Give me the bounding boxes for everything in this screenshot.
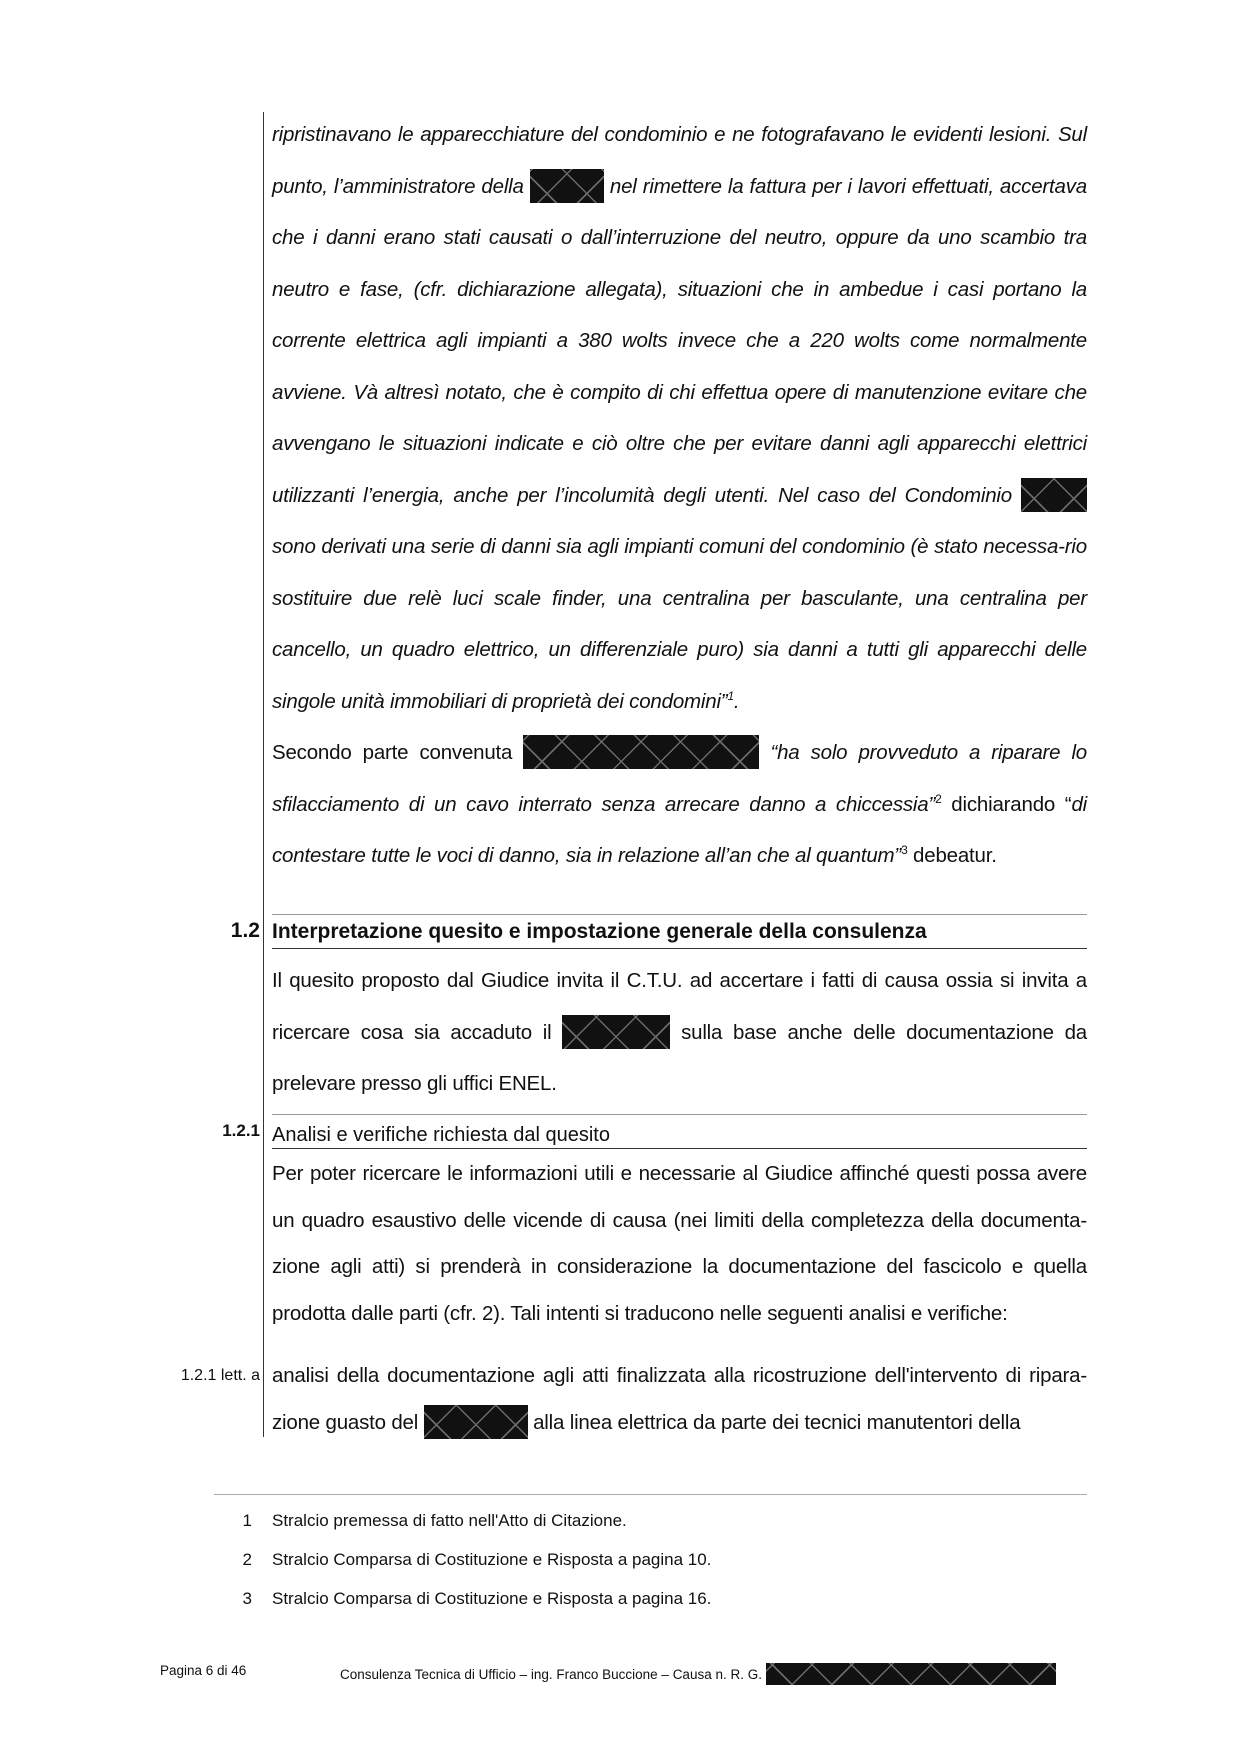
footer-title: Consulenza Tecnica di Ufficio – ing. Franco Buccione – Causa n. R. G.	[340, 1663, 1056, 1685]
footnotes	[214, 1494, 1087, 1618]
section-number: 1.2.1	[222, 1121, 260, 1140]
redacted-name	[1021, 478, 1087, 512]
redacted-case-number	[766, 1663, 1056, 1685]
redacted-name	[530, 169, 604, 203]
quoted-paragraph: ripristinavano le apparecchiature del condominio e ne fotografavano le evidenti lesioni. Sul punto, l’amministratore della nel rimettere la fattura per i lavori effettuati, accertava che i danni erano stati causati o dall’interruzione del neutro, oppure da uno scambio tra neutro e fase, (cfr. dichiarazione allegata), situazioni che in ambedue i casi portano la corrente elettrica agli impianti a 380 wolts invece che a 220 wolts come normalmente avviene. Và altresì notato, che è compito di chi effettua opere di manutenzione evitare che avvengano le situazioni indicate e ciò oltre che per evitare danni agli apparecchi elettrici utilizzanti l’energia, anche per l’incolumità degli utenti. Nel caso del Condominio sono derivati una serie di danni sia agli impianti comuni del condominio (è stato necessa-rio sostituire due relè luci scale finder, una centralina per basculante, una centralina per cancello, un quadro elettrico, un differenziale puro) sia danni a tutti gli apparecchi delle singole unità immobiliari di proprietà dei condomini”$^1$.	[272, 123, 1087, 713]
footnote-ref[interactable]: 1	[727, 688, 734, 703]
footnote-ref[interactable]: 2	[935, 791, 942, 806]
footnote: 2 Stralcio Comparsa di Costituzione e Risposta a pagina 10.	[242, 1550, 712, 1569]
redacted-date	[424, 1405, 528, 1439]
footnote-ref[interactable]: 3	[901, 843, 908, 858]
intro-block	[272, 109, 1087, 882]
footnote: 3 Stralcio Comparsa di Costituzione e Risposta a pagina 16.	[242, 1589, 712, 1608]
section-title: Interpretazione quesito e impostazione generale della consulenza	[272, 914, 1087, 949]
defendant-paragraph: Secondo parte convenuta “ha solo provveduto a riparare lo sfilacciamento di un cavo interrato senza arrecare danno a chiccessia”$^2$ dichiarando “di contestare tutte le voci di danno, sia in relazione all’an che al quantum”$^3$ debeatur.	[272, 727, 1087, 882]
section-title: Analisi e verifiche richiesta dal quesito	[272, 1114, 1087, 1149]
section-number: 1.2	[230, 919, 260, 942]
item-a-body: analisi della documentazione agli atti finalizzata alla ricostruzione dell'intervento di ripara-zione guasto del alla linea elettrica da parte dei tecnici manutentori della	[272, 1353, 1087, 1446]
item-number: 1.2.1 lett. a	[180, 1367, 260, 1384]
redacted-party	[523, 735, 759, 769]
footnote: 1 Stralcio premessa di fatto nell'Atto di Citazione.	[242, 1511, 627, 1530]
redacted-date	[562, 1015, 670, 1049]
section-1-2-1-body: Per poter ricercare le informazioni utili e necessarie al Giudice affinché questi possa avere un quadro esaustivo delle vicende di causa (nei limiti della completezza della documenta-zione agli atti) si prenderà in considerazione la documentazione del fascicolo e quella prodotta dalle parti (cfr. 2). Tali intenti si traducono nelle seguenti analisi e verifiche:	[272, 1162, 1087, 1325]
margin-vertical-rule	[263, 112, 264, 1437]
page-number: Pagina 6 di 46	[160, 1663, 247, 1678]
section-1-2-body: Il quesito proposto dal Giudice invita il C.T.U. ad accertare i fatti di causa ossia si invita a ricercare cosa sia accaduto il sulla base anche delle documentazione da prelevare presso gli uffici ENEL.	[272, 969, 1087, 1095]
